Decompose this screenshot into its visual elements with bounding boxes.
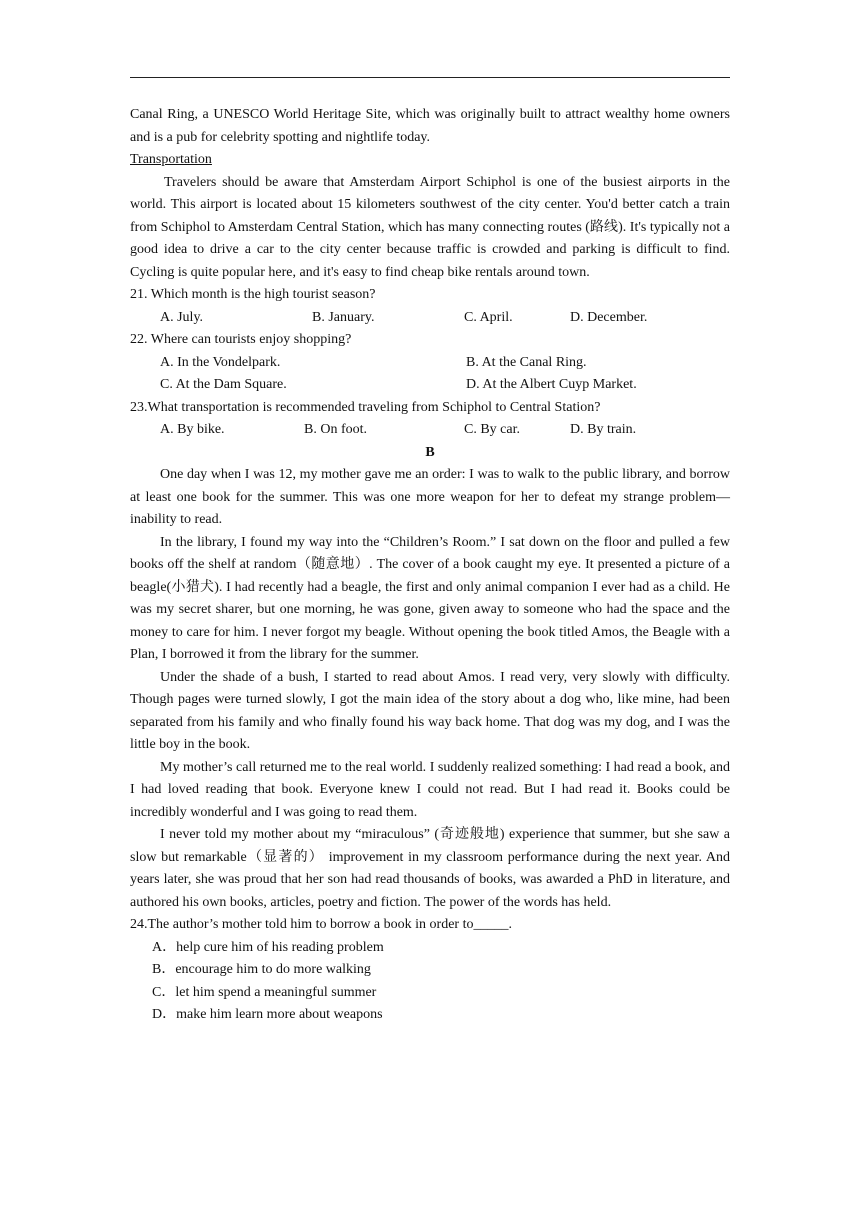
option-a: A. In the Vondelpark.	[160, 354, 281, 370]
question-24: 24.The author’s mother told him to borrow a book in order to_____.	[130, 917, 512, 932]
question-22: 22. Where can tourists enjoy shopping?	[130, 332, 352, 347]
option-d: D. By train.	[570, 422, 637, 437]
paragraph-canal-ring: Canal Ring, a UNESCO World Heritage Site, which was originally built to attract wealthy home owners and is a pub for celebrity spotting and nightlife today.	[130, 107, 730, 145]
option-b: B. At the Canal Ring.	[466, 354, 587, 370]
question-24-option-a: A．help cure him of his reading problem	[152, 939, 384, 955]
option-a: A. By bike.	[160, 422, 225, 437]
passage-b-paragraph-2: In the library, I found my way into the “Children’s Room.” I sat down on the floor and pulled a few books off the shelf at random（随意地）. The cover of a book caught my eye. It presented a picture of a beagle(小猎犬). I had recently had a beagle, the first and only animal companion I ever had as a child. He was my secret sharer, but one morning, he was gone, given away to someone who had the space and the money to care for him. I never forgot my beagle. Without opening the book titled Amos, the Beagle with a Plan, I borrowed it from the library for the summer.	[130, 534, 730, 662]
header-rule	[130, 77, 730, 78]
question-22-options-row2	[130, 374, 730, 397]
option-b: B. On foot.	[304, 422, 367, 437]
question-22-options-row1	[130, 352, 730, 375]
option-b: B. January.	[312, 309, 375, 325]
option-c: C. April.	[464, 309, 513, 325]
question-23: 23.What transportation is recommended traveling from Schiphol to Central Station?	[130, 399, 601, 415]
question-21: 21. Which month is the high tourist season?	[130, 287, 376, 302]
passage-b-paragraph-5: I never told my mother about my “miraculous” (奇迹般地) experience that summer, but she saw a slow but remarkable（显著的） improvement in my classroom performance during the next year. And years later, she was proud that her son had read thousands of books, was awarded a PhD in literature, and authored his own books, articles, poetry and fiction. The power of the words has held.	[130, 827, 730, 910]
question-21-options	[130, 307, 730, 330]
passage-b-paragraph-3: Under the shade of a bush, I started to read about Amos. I read very, very slowly with difficulty. Though pages were turned slowly, I got the main idea of the story about a dog who, like mine, had been separated from his family and who finally found his way back home. That dog was my dog, and I was the little boy in the book.	[130, 669, 730, 752]
question-23-options	[130, 419, 730, 442]
question-24-option-c: C．let him spend a meaningful summer	[152, 984, 377, 1000]
document-body	[130, 104, 730, 1027]
paragraph-transportation: Travelers should be aware that Amsterdam Airport Schiphol is one of the busiest airports in the world. This airport is located about 15 kilometers southwest of the city center. You'd better catch a train from Schiphol to Amsterdam Central Station, which has many connecting routes (路线). It's typically not a good idea to drive a car to the city center because traffic is crowded and parking is difficult to find. Cycling is quite popular here, and it's easy to find cheap bike rentals around town.	[130, 174, 730, 280]
option-c: C. By car.	[464, 422, 520, 437]
passage-b-paragraph-4: My mother’s call returned me to the real world. I suddenly realized something: I had read a book, and I had loved reading that book. Everyone knew I could not read. But I had read it. Books could be incredibly wonderful and I was going to read them.	[130, 759, 730, 820]
section-b-heading: B	[425, 444, 435, 460]
passage-b-paragraph-1: One day when I was 12, my mother gave me an order: I was to walk to the public library, and borrow at least one book for the summer. This was one more weapon for her to defeat my strange problem— inability to read.	[130, 467, 730, 527]
question-24-option-d: D．make him learn more about weapons	[152, 1007, 383, 1022]
question-24-option-b: B．encourage him to do more walking	[152, 962, 371, 977]
option-c: C. At the Dam Square.	[160, 377, 287, 392]
option-d: D. December.	[570, 309, 648, 325]
option-a: A. July.	[160, 309, 204, 325]
section-heading-transportation: Transportation	[130, 152, 212, 167]
option-d: D. At the Albert Cuyp Market.	[466, 377, 637, 392]
